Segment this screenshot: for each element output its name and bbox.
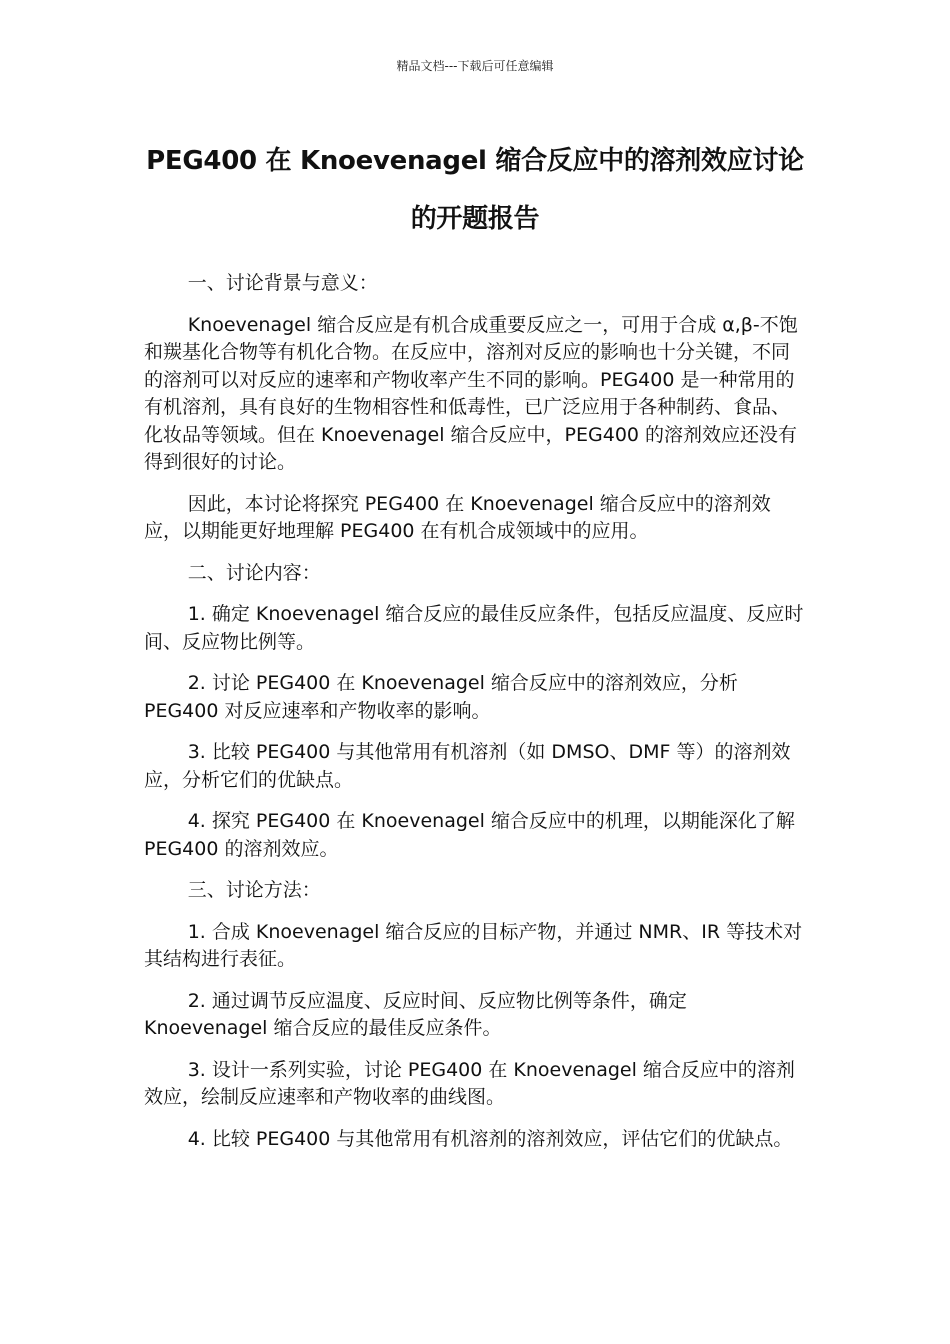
- header-note: 精品文档---下载后可任意编辑: [396, 59, 554, 73]
- content-item-4: 4. 探究 PEG400 在 Knoevenagel 缩合反应中的机理，以期能深化了解 PEG400 的溶剂效应。: [144, 810, 795, 860]
- method-item-1: 1. 合成 Knoevenagel 缩合反应的目标产物，并通过 NMR、IR 等技术对其结构进行表征。: [144, 920, 803, 970]
- paragraph-purpose: 因此，本讨论将探究 PEG400 在 Knoevenagel 缩合反应中的溶剂效应，以期能更好地理解 PEG400 在有机合成领域中的应用。: [144, 492, 771, 542]
- method-item-2: 2. 通过调节反应温度、反应时间、反应物比例等条件，确定 Knoevenagel 缩合反应的最佳反应条件。: [144, 989, 687, 1039]
- document-body: [144, 270, 808, 1167]
- section-heading-background: 一、讨论背景与意义：: [187, 272, 378, 294]
- document-title: PEG400 在 Knoevenagel 缩合反应中的溶剂效应讨论的开题报告: [146, 146, 804, 234]
- method-item-3: 3. 设计一系列实验，讨论 PEG400 在 Knoevenagel 缩合反应中的溶剂效应，绘制反应速率和产物收率的曲线图。: [144, 1058, 795, 1108]
- content-item-1: 1. 确定 Knoevenagel 缩合反应的最佳反应条件，包括反应温度、反应时间、反应物比例等。: [144, 603, 804, 653]
- section-heading-content: 二、讨论内容：: [187, 561, 321, 584]
- section-heading-methods: 三、讨论方法：: [187, 879, 321, 901]
- content-item-2: 2. 讨论 PEG400 在 Knoevenagel 缩合反应中的溶剂效应，分析 PEG400 对反应速率和产物收率的影响。: [144, 672, 738, 722]
- paragraph-background: Knoevenagel 缩合反应是有机合成重要反应之一，可用于合成 α,β-不饱和羰基化合物等有机化合物。在反应中，溶剂对反应的影响也十分关键，不同的溶剂可以对反应的速率和产物收率产生不同的影响。PEG400 是一种常用的有机溶剂，具有良好的生物相容性和低毒性，已广泛应用于各种制药、食品、化妆品等领域。但在 Knoevenagel 缩合反应中，PEG400 的溶剂效应还没有得到很好的讨论。: [144, 313, 798, 473]
- method-item-4: 4. 比较 PEG400 与其他常用有机溶剂的溶剂效应，评估它们的优缺点。: [187, 1127, 793, 1150]
- content-item-3: 3. 比较 PEG400 与其他常用有机溶剂（如 DMSO、DMF 等）的溶剂效应，分析它们的优缺点。: [144, 741, 791, 791]
